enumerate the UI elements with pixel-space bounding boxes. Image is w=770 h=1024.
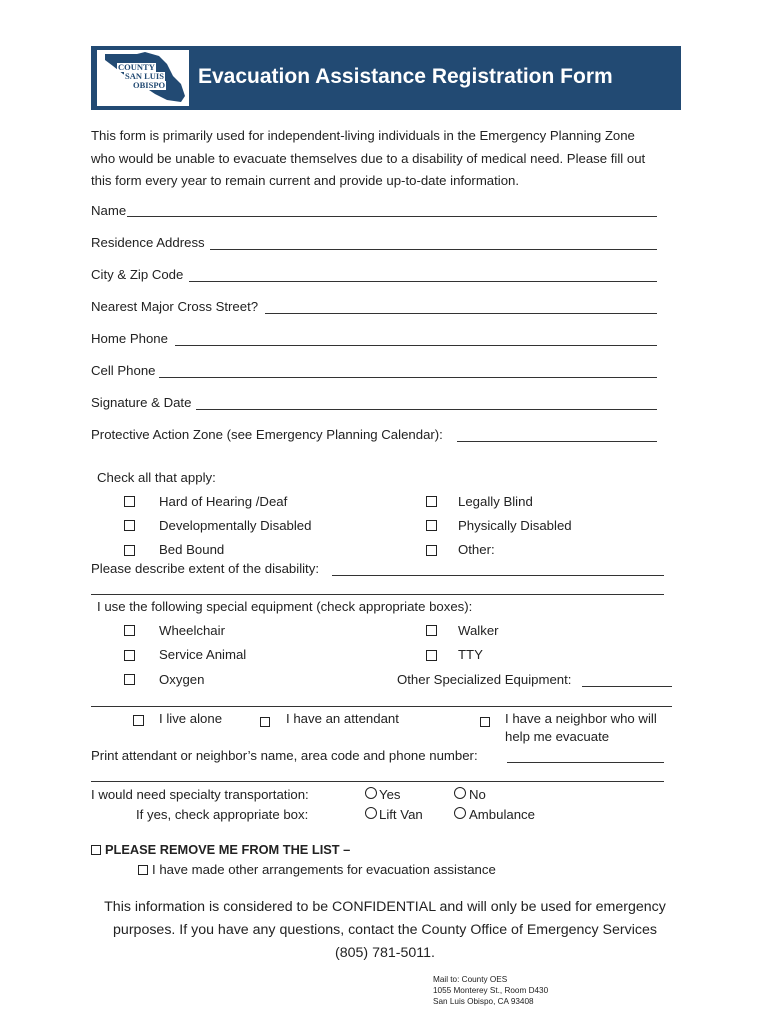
logo-san-luis-text: SAN LUIS	[125, 71, 164, 81]
name-label: Name	[91, 203, 127, 218]
other-disability-checkbox[interactable]	[426, 545, 437, 556]
cross-street-label: Nearest Major Cross Street?	[91, 299, 259, 314]
confidential-phone: (805) 781-5011.	[335, 945, 435, 961]
home-phone-field[interactable]	[175, 345, 657, 346]
bed-bound-label: Bed Bound	[159, 542, 225, 557]
if-yes-label: If yes, check appropriate box:	[136, 807, 309, 822]
county-logo	[97, 50, 189, 106]
remove-from-list-label: PLEASE REMOVE ME FROM THE LIST –	[105, 842, 351, 857]
print-contact-field[interactable]	[507, 762, 664, 763]
home-phone-label: Home Phone	[91, 331, 168, 346]
neighbor-label-line1: I have a neighbor who will	[505, 711, 657, 726]
legally-blind-label: Legally Blind	[458, 494, 533, 509]
cell-phone-label: Cell Phone	[91, 363, 156, 378]
residence-address-label: Residence Address	[91, 235, 205, 250]
logo-of-text: of	[115, 73, 120, 79]
other-equipment-label: Other Specialized Equipment:	[397, 672, 572, 687]
describe-disability-field[interactable]	[332, 575, 664, 576]
walker-checkbox[interactable]	[426, 625, 437, 636]
header-banner	[91, 46, 681, 110]
print-contact-label: Print attendant or neighbor’s name, area code and phone number:	[91, 748, 478, 763]
print-contact-field-2[interactable]	[91, 781, 664, 782]
name-field[interactable]	[127, 216, 657, 217]
protective-zone-label: Protective Action Zone (see Emergency Planning Calendar):	[91, 427, 443, 442]
developmentally-disabled-label: Developmentally Disabled	[159, 518, 312, 533]
cell-phone-field[interactable]	[159, 377, 657, 378]
mail-line-3: San Luis Obispo, CA 93408	[433, 997, 534, 1006]
neighbor-label-line2: help me evacuate	[505, 729, 610, 744]
describe-disability-field-2[interactable]	[91, 594, 664, 595]
transport-no-label: No	[469, 787, 486, 802]
service-animal-checkbox[interactable]	[124, 650, 135, 661]
remove-from-list-option[interactable]	[91, 842, 350, 858]
logo-county-text: COUNTY	[118, 62, 155, 72]
attendant-checkbox[interactable]	[260, 717, 270, 727]
service-animal-label: Service Animal	[159, 647, 247, 662]
tty-checkbox[interactable]	[426, 650, 437, 661]
live-alone-label: I live alone	[159, 711, 223, 726]
mail-line-2: 1055 Monterey St., Room D430	[433, 986, 549, 995]
physically-disabled-label: Physically Disabled	[458, 518, 572, 533]
describe-disability-label: Please describe extent of the disability:	[91, 561, 319, 576]
other-arrangements-label: I have made other arrangements for evacuation assistance	[152, 862, 496, 877]
other-disability-label: Other:	[458, 542, 495, 557]
attendant-label: I have an attendant	[286, 711, 399, 726]
equipment-heading: I use the following special equipment (check appropriate boxes):	[97, 599, 473, 614]
page-title: Evacuation Assistance Registration Form	[198, 65, 613, 88]
neighbor-checkbox[interactable]	[480, 717, 490, 727]
transport-yes-label: Yes	[379, 787, 401, 802]
transport-no-radio[interactable]	[454, 787, 466, 799]
lift-van-label: Lift Van	[379, 807, 423, 822]
ambulance-label: Ambulance	[469, 807, 535, 822]
cross-street-field[interactable]	[265, 313, 657, 314]
confidential-notice	[80, 896, 690, 965]
oxygen-label: Oxygen	[159, 672, 205, 687]
oxygen-checkbox[interactable]	[124, 674, 135, 685]
signature-date-field[interactable]	[196, 409, 657, 410]
bed-bound-checkbox[interactable]	[124, 545, 135, 556]
intro-line-1: This form is primarily used for independent-living individuals in the Emergency Planning Zone	[91, 128, 635, 143]
hard-of-hearing-checkbox[interactable]	[124, 496, 135, 507]
mailing-address	[433, 974, 548, 1007]
signature-date-label: Signature & Date	[91, 395, 192, 410]
mail-line-1: Mail to: County OES	[433, 975, 508, 984]
remove-from-list-checkbox[interactable]	[91, 845, 101, 855]
ambulance-radio[interactable]	[454, 807, 466, 819]
other-arrangements-option[interactable]	[138, 862, 496, 878]
physically-disabled-checkbox[interactable]	[426, 520, 437, 531]
developmentally-disabled-checkbox[interactable]	[124, 520, 135, 531]
wheelchair-checkbox[interactable]	[124, 625, 135, 636]
other-arrangements-checkbox[interactable]	[138, 865, 148, 875]
transport-question: I would need specialty transportation:	[91, 787, 309, 802]
intro-paragraph	[91, 125, 691, 193]
legally-blind-checkbox[interactable]	[426, 496, 437, 507]
equipment-divider	[91, 706, 672, 707]
check-all-heading: Check all that apply:	[97, 470, 216, 485]
hard-of-hearing-label: Hard of Hearing /Deaf	[159, 494, 288, 509]
logo-obispo-text: OBISPO	[133, 80, 166, 90]
intro-line-3: this form every year to remain current and provide up-to-date information.	[91, 173, 520, 188]
lift-van-radio[interactable]	[365, 807, 377, 819]
confidential-line-1: This information is considered to be CONFIDENTIAL and will only be used for emergency	[104, 899, 666, 915]
intro-line-2: who would be unable to evacuate themselves due to a disability of medical need. Please fill out	[91, 150, 646, 166]
confidential-line-2: purposes. If you have any questions, contact the County Office of Emergency Services	[113, 922, 657, 938]
other-equipment-field[interactable]	[582, 686, 672, 687]
city-zip-label: City & Zip Code	[91, 267, 184, 282]
protective-zone-field[interactable]	[457, 441, 657, 442]
city-zip-field[interactable]	[189, 281, 657, 282]
transport-yes-radio[interactable]	[365, 787, 377, 799]
wheelchair-label: Wheelchair	[159, 623, 225, 638]
residence-address-field[interactable]	[210, 249, 657, 250]
walker-label: Walker	[458, 623, 499, 638]
live-alone-checkbox[interactable]	[133, 715, 144, 726]
tty-label: TTY	[458, 647, 483, 662]
